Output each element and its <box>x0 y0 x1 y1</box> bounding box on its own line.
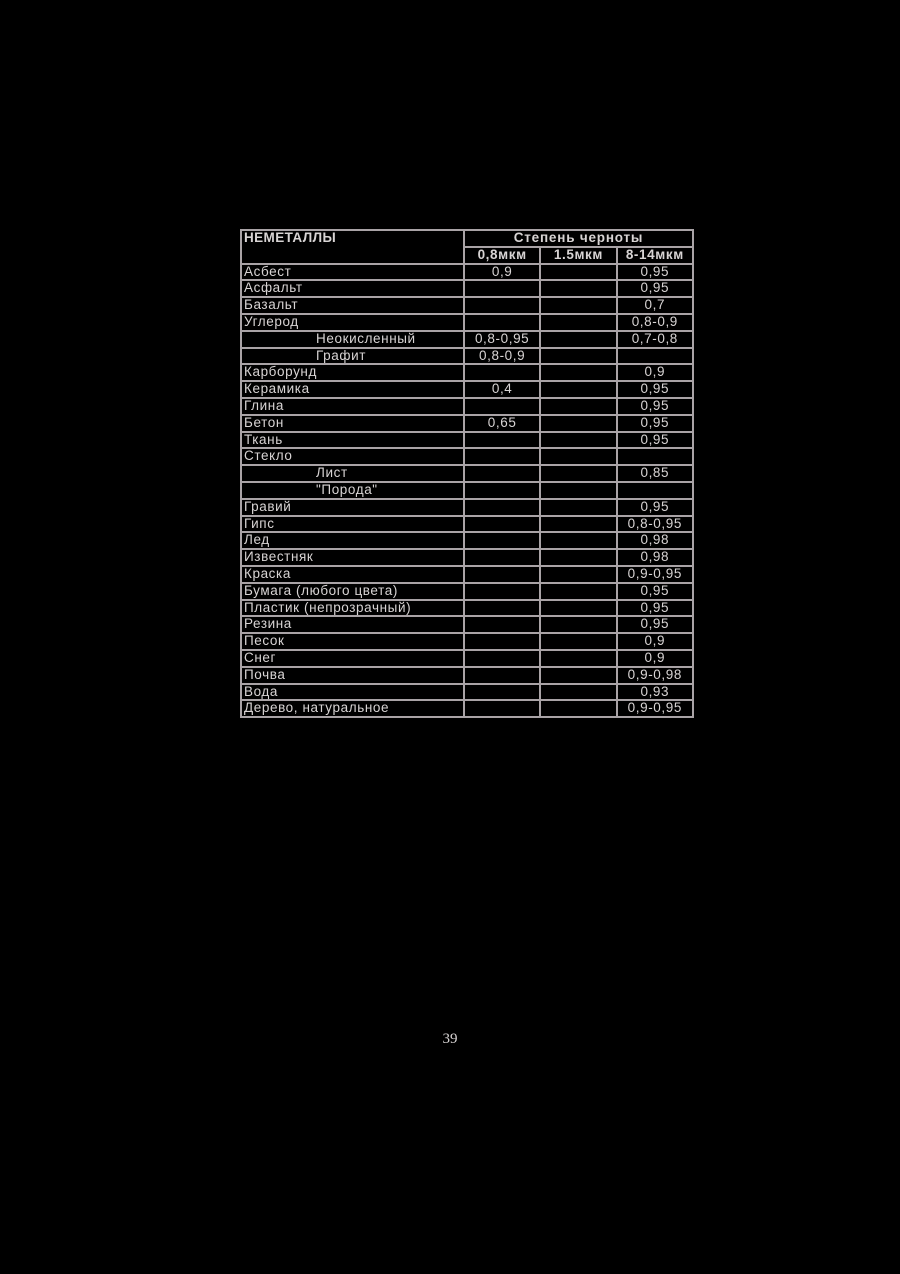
material-name-cell: Неокисленный <box>241 331 464 348</box>
emissivity-cell-v3 <box>617 482 693 499</box>
material-name-cell: Углерод <box>241 314 464 331</box>
page-number: 39 <box>442 1031 458 1047</box>
emissivity-cell-v3: 0,95 <box>617 616 693 633</box>
table-row <box>241 516 693 533</box>
emissivity-cell-v2 <box>540 415 616 432</box>
table-row <box>241 700 693 717</box>
emissivity-cell-v2 <box>540 600 616 617</box>
emissivity-cell-v1 <box>464 583 540 600</box>
emissivity-cell-v1 <box>464 600 540 617</box>
table-row <box>241 482 693 499</box>
material-name-cell: Асбест <box>241 264 464 281</box>
emissivity-cell-v3: 0,95 <box>617 600 693 617</box>
emissivity-cell-v3: 0,7-0,8 <box>617 331 693 348</box>
table-row <box>241 667 693 684</box>
column-header-0-8: 0,8мкм <box>464 247 540 264</box>
material-name-cell: Графит <box>241 348 464 365</box>
emissivity-cell-v3: 0,9 <box>617 364 693 381</box>
table-row <box>241 415 693 432</box>
material-name-cell: Краска <box>241 566 464 583</box>
table-row <box>241 549 693 566</box>
table-row <box>241 499 693 516</box>
emissivity-cell-v1 <box>464 499 540 516</box>
emissivity-cell-v2 <box>540 465 616 482</box>
emissivity-table <box>240 229 694 718</box>
material-name-cell: Стекло <box>241 448 464 465</box>
emissivity-cell-v3: 0,98 <box>617 532 693 549</box>
emissivity-cell-v2 <box>540 314 616 331</box>
table-row <box>241 364 693 381</box>
emissivity-cell-v3: 0,7 <box>617 297 693 314</box>
table-row <box>241 465 693 482</box>
emissivity-cell-v1 <box>464 465 540 482</box>
emissivity-cell-v1: 0,8-0,9 <box>464 348 540 365</box>
material-name-cell: Бетон <box>241 415 464 432</box>
emissivity-cell-v1 <box>464 667 540 684</box>
emissivity-cell-v1 <box>464 650 540 667</box>
emissivity-cell-v1 <box>464 566 540 583</box>
table-row <box>241 348 693 365</box>
emissivity-cell-v2 <box>540 364 616 381</box>
emissivity-cell-v1 <box>464 482 540 499</box>
table-header <box>241 230 693 264</box>
emissivity-cell-v3: 0,8-0,9 <box>617 314 693 331</box>
emissivity-cell-v3: 0,95 <box>617 415 693 432</box>
material-name-cell: Почва <box>241 667 464 684</box>
material-name-cell: Лед <box>241 532 464 549</box>
column-header-1-5: 1.5мкм <box>540 247 616 264</box>
emissivity-cell-v2 <box>540 264 616 281</box>
table-body <box>241 264 693 718</box>
emissivity-cell-v3: 0,9-0,95 <box>617 566 693 583</box>
emissivity-cell-v3: 0,85 <box>617 465 693 482</box>
emissivity-cell-v1 <box>464 314 540 331</box>
emissivity-cell-v2 <box>540 448 616 465</box>
material-name-cell: Глина <box>241 398 464 415</box>
material-name-cell: Дерево, натуральное <box>241 700 464 717</box>
table-row <box>241 684 693 701</box>
emissivity-cell-v2 <box>540 499 616 516</box>
emissivity-cell-v2 <box>540 650 616 667</box>
table-row <box>241 280 693 297</box>
material-name-cell: Известняк <box>241 549 464 566</box>
emissivity-cell-v1 <box>464 280 540 297</box>
header-row-group <box>241 230 693 247</box>
emissivity-cell-v2 <box>540 532 616 549</box>
table-row <box>241 398 693 415</box>
material-name-cell: Ткань <box>241 432 464 449</box>
emissivity-cell-v3: 0,95 <box>617 398 693 415</box>
table-row <box>241 432 693 449</box>
emissivity-cell-v2 <box>540 684 616 701</box>
emissivity-cell-v3: 0,9-0,98 <box>617 667 693 684</box>
emissivity-cell-v1 <box>464 549 540 566</box>
table-row <box>241 264 693 281</box>
material-name-cell: Керамика <box>241 381 464 398</box>
emissivity-cell-v1 <box>464 532 540 549</box>
material-name-cell: Песок <box>241 633 464 650</box>
material-name-cell: Асфальт <box>241 280 464 297</box>
emissivity-cell-v3: 0,95 <box>617 583 693 600</box>
table-row <box>241 650 693 667</box>
emissivity-cell-v3: 0,95 <box>617 264 693 281</box>
emissivity-cell-v2 <box>540 381 616 398</box>
emissivity-cell-v1 <box>464 516 540 533</box>
emissivity-cell-v2 <box>540 616 616 633</box>
table-title: НЕМЕТАЛЛЫ <box>241 230 464 264</box>
emissivity-cell-v3 <box>617 448 693 465</box>
table-row <box>241 616 693 633</box>
table-row <box>241 633 693 650</box>
emissivity-cell-v2 <box>540 482 616 499</box>
emissivity-cell-v1: 0,8-0,95 <box>464 331 540 348</box>
emissivity-cell-v3: 0,98 <box>617 549 693 566</box>
emissivity-cell-v2 <box>540 700 616 717</box>
table-row <box>241 314 693 331</box>
emissivity-cell-v1 <box>464 616 540 633</box>
emissivity-cell-v3: 0,9 <box>617 633 693 650</box>
emissivity-cell-v2 <box>540 583 616 600</box>
material-name-cell: Снег <box>241 650 464 667</box>
table-row <box>241 532 693 549</box>
emissivity-cell-v2 <box>540 297 616 314</box>
emissivity-cell-v2 <box>540 516 616 533</box>
emissivity-cell-v3 <box>617 348 693 365</box>
emissivity-cell-v2 <box>540 348 616 365</box>
emissivity-cell-v3: 0,95 <box>617 280 693 297</box>
material-name-cell: Гравий <box>241 499 464 516</box>
emissivity-cell-v2 <box>540 667 616 684</box>
emissivity-cell-v2 <box>540 398 616 415</box>
emissivity-cell-v2 <box>540 633 616 650</box>
table-row <box>241 600 693 617</box>
emissivity-cell-v3: 0,93 <box>617 684 693 701</box>
material-name-cell: Карборунд <box>241 364 464 381</box>
table-row <box>241 583 693 600</box>
emissivity-cell-v3: 0,8-0,95 <box>617 516 693 533</box>
emissivity-cell-v1: 0,4 <box>464 381 540 398</box>
emissivity-cell-v3: 0,9 <box>617 650 693 667</box>
material-name-cell: Лист <box>241 465 464 482</box>
emissivity-cell-v3: 0,95 <box>617 499 693 516</box>
table-row <box>241 297 693 314</box>
emissivity-cell-v3: 0,95 <box>617 432 693 449</box>
material-name-cell: "Порода" <box>241 482 464 499</box>
emissivity-cell-v3: 0,9-0,95 <box>617 700 693 717</box>
emissivity-cell-v3: 0,95 <box>617 381 693 398</box>
emissivity-cell-v2 <box>540 432 616 449</box>
column-group-header: Степень черноты <box>464 230 693 247</box>
material-name-cell: Вода <box>241 684 464 701</box>
emissivity-cell-v1: 0,65 <box>464 415 540 432</box>
material-name-cell: Гипс <box>241 516 464 533</box>
emissivity-cell-v1 <box>464 364 540 381</box>
emissivity-cell-v1: 0,9 <box>464 264 540 281</box>
table-row <box>241 566 693 583</box>
emissivity-cell-v1 <box>464 700 540 717</box>
emissivity-cell-v1 <box>464 684 540 701</box>
emissivity-cell-v2 <box>540 331 616 348</box>
material-name-cell: Базальт <box>241 297 464 314</box>
emissivity-cell-v2 <box>540 280 616 297</box>
emissivity-cell-v1 <box>464 448 540 465</box>
material-name-cell: Пластик (непрозрачный) <box>241 600 464 617</box>
column-header-8-14: 8-14мкм <box>617 247 693 264</box>
emissivity-cell-v1 <box>464 297 540 314</box>
table-row <box>241 331 693 348</box>
emissivity-cell-v2 <box>540 566 616 583</box>
emissivity-cell-v2 <box>540 549 616 566</box>
emissivity-cell-v1 <box>464 398 540 415</box>
emissivity-cell-v1 <box>464 633 540 650</box>
table-row <box>241 381 693 398</box>
material-name-cell: Резина <box>241 616 464 633</box>
table-row <box>241 448 693 465</box>
emissivity-cell-v1 <box>464 432 540 449</box>
material-name-cell: Бумага (любого цвета) <box>241 583 464 600</box>
